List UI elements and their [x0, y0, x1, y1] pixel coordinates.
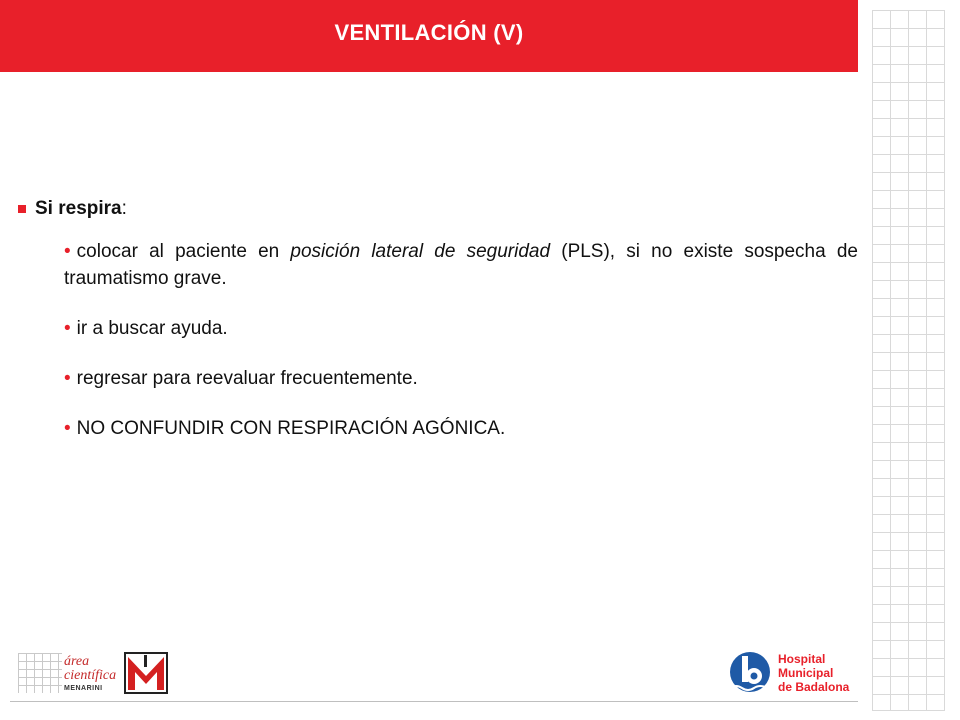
section-heading — [18, 198, 858, 220]
menarini-m-logo-icon — [124, 652, 168, 694]
heading-bold: Si respira — [35, 198, 122, 219]
title-bar — [0, 0, 858, 72]
item-text-italic: posición lateral de seguridad — [290, 241, 551, 262]
hospital-line-3: de Badalona — [778, 680, 850, 694]
slide-content — [18, 198, 858, 465]
logo-line-2: científica — [64, 668, 117, 683]
logo-line-1: área — [64, 654, 90, 669]
area-cientifica-logo — [18, 651, 122, 695]
hospital-name — [778, 652, 849, 694]
logo-grid-icon — [18, 653, 62, 693]
list-item — [64, 238, 858, 292]
item-text: regresar para reevaluar frecuentemente. — [76, 368, 418, 389]
footer-divider — [10, 701, 858, 702]
list-item — [64, 365, 858, 392]
decorative-grid — [872, 10, 945, 711]
hospital-line-2: Municipal — [778, 666, 834, 680]
item-text-post: (PLS), si no existe sospecha de traumatismo grave. — [64, 241, 858, 289]
list-item — [64, 415, 858, 442]
bullet-list — [64, 238, 858, 442]
slide-title: VENTILACIÓN (V) — [334, 20, 524, 45]
list-item — [64, 315, 858, 342]
bullet-dot: • — [64, 318, 71, 339]
logo-line-3: MENARINI — [64, 685, 103, 692]
bullet-dot: • — [64, 241, 71, 262]
item-text-pre: colocar al paciente en — [76, 241, 291, 262]
heading-suffix: : — [121, 198, 127, 219]
bullet-dot: • — [64, 368, 71, 389]
item-text: NO CONFUNDIR CON RESPIRACIÓN AGÓNICA. — [76, 418, 506, 439]
logo-text — [64, 655, 116, 683]
item-text: ir a buscar ayuda. — [76, 318, 228, 339]
hospital-line-1: Hospital — [778, 652, 826, 666]
red-square-bullet-icon — [18, 205, 26, 213]
bullet-dot: • — [64, 418, 71, 439]
